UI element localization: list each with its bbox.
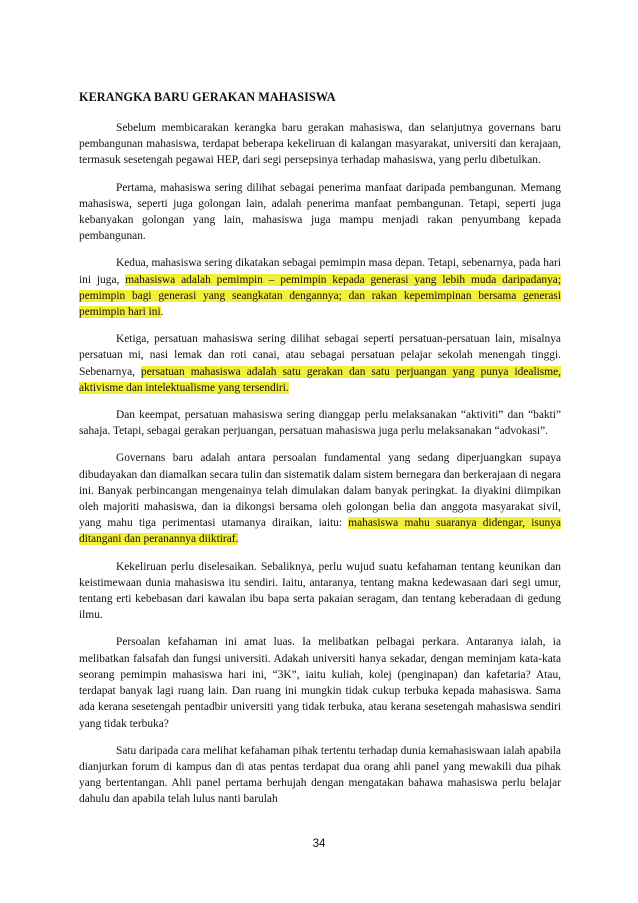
paragraph [79, 634, 561, 731]
paragraph [79, 407, 561, 439]
document-body [79, 120, 561, 819]
paragraph [79, 559, 561, 624]
paragraph-text: Kedua, mahasiswa sering dikatakan sebagai pemimpin masa depan. Tetapi, sebenarnya, pada hari ini juga, [79, 257, 561, 286]
paragraph-text: . [160, 306, 164, 319]
paragraph-text: Satu daripada cara melihat kefahaman pihak tertentu terhadap dunia kemahasiswaan ialah apabila dianjurkan forum di kampus dan di atas pentas terdapat dua orang ahli panel yang mewakili dua pihak yang bertentangan. Ahli panel pertama berhujah dengan mengatakan bahawa mahasiswa perlu belajar dahulu dan apabila telah lulus nanti barulah [79, 744, 561, 806]
paragraph-text: Governans baru adalah antara persoalan fundamental yang sedang diperjuangkan supaya dibudayakan dan diamalkan secara tulin dan sistematik dalam sistem bernegara dan berkerajaan di negara ini. Banyak perbincangan mengenainya telah dimulakan dalam banyak peringkat. Ia diyakini diimpikan oleh majoriti mahasiswa, dan ia dikongsi bersama oleh golongan belia dan anggota masyarakat sivil, yang mahu tiga perimentasi utamanya diraikan, iaitu: [79, 452, 561, 530]
paragraph [79, 180, 561, 245]
highlighted-text: persatuan mahasiswa adalah satu gerakan dan satu perjuangan yang punya idealisme, aktivisme dan intelektualisme yang tersendiri. [79, 365, 562, 394]
paragraph [79, 450, 561, 547]
page-number: 34 [312, 838, 326, 850]
paragraph-text: Persoalan kefahaman ini amat luas. Ia melibatkan pelbagai perkara. Antaranya ialah, ia melibatkan falsafah dan fungsi universiti. Adakah universiti hanya sekadar, dengan meminjam kata-kata seorang pemimpin mahasiswa hari ini, “3K”, iaitu kuliah, kolej (penginapan) dan kafetaria? Atau, terdapat banyak lagi ruang lain. Dan ruang ini mungkin tidak cukup terbuka kepada mahasiswa. Sama ada kerana sesetengah pentadbir universiti yang tidak terbuka, atau kerana sesetengah mahasiswa sendiri yang tidak terbuka? [79, 636, 561, 730]
paragraph [79, 743, 561, 808]
paragraph-text: Sebelum membicarakan kerangka baru gerakan mahasiswa, dan selanjutnya governans baru pembangunan mahasiswa, terdapat beberapa kekeliruan di kalangan masyarakat, universiti dan kerajaan, termasuk sesetengah pegawai HEP, dari segi persepsinya terhadap mahasiswa, yang perlu dibetulkan. [79, 122, 561, 167]
highlighted-text: mahasiswa mahu suaranya didengar, isunya ditangani dan peranannya diiktiraf. [79, 517, 561, 546]
paragraph [79, 331, 561, 396]
paragraph [79, 255, 561, 320]
paragraph-text: Kekeliruan perlu diselesaikan. Sebaliknya, perlu wujud suatu kefahaman tentang keunikan dan keistimewaan dunia mahasiswa itu sendiri. Iaitu, antaranya, tentang makna kedewasaan dari segi umur, tentang erti kebebasan dari kawalan ibu bapa serta pakaian seragam, dan tentang keberadaan di gedung ilmu. [79, 560, 561, 622]
paragraph-text: Dan keempat, persatuan mahasiswa sering dianggap perlu melaksanakan “aktiviti” dan “bakti” sahaja. Tetapi, sebagai gerakan perjuangan, persatuan mahasiswa juga perlu melaksanakan “advokasi”. [79, 409, 561, 438]
paragraph [79, 120, 561, 169]
paragraph-text: Pertama, mahasiswa sering dilihat sebagai penerima manfaat daripada pembangunan. Memang mahasiswa, seperti juga golongan lain, adalah penerima manfaat pembangunan. Tetapi, seperti juga kebanyakan golongan yang lain, mahasiswa juga mampu menjadi rakan penyumbang kepada pembangunan. [79, 181, 561, 243]
document-title: KERANGKA BARU GERAKAN MAHASISWA [79, 90, 336, 104]
highlighted-text: mahasiswa adalah pemimpin – pemimpin kepada generasi yang lebih muda daripadanya; pemimpin bagi generasi yang seangkatan dengannya; dan rakan kepemimpinan bersama generasi pemimpin hari ini [79, 273, 561, 319]
paragraph-text: Ketiga, persatuan mahasiswa sering dilihat sebagai seperti persatuan-persatuan lain, misalnya persatuan mi, nasi lemak dan roti canai, atau sebagai persatuan pelajar sekolah menengah tinggi. Sebenarnya, [79, 333, 561, 378]
